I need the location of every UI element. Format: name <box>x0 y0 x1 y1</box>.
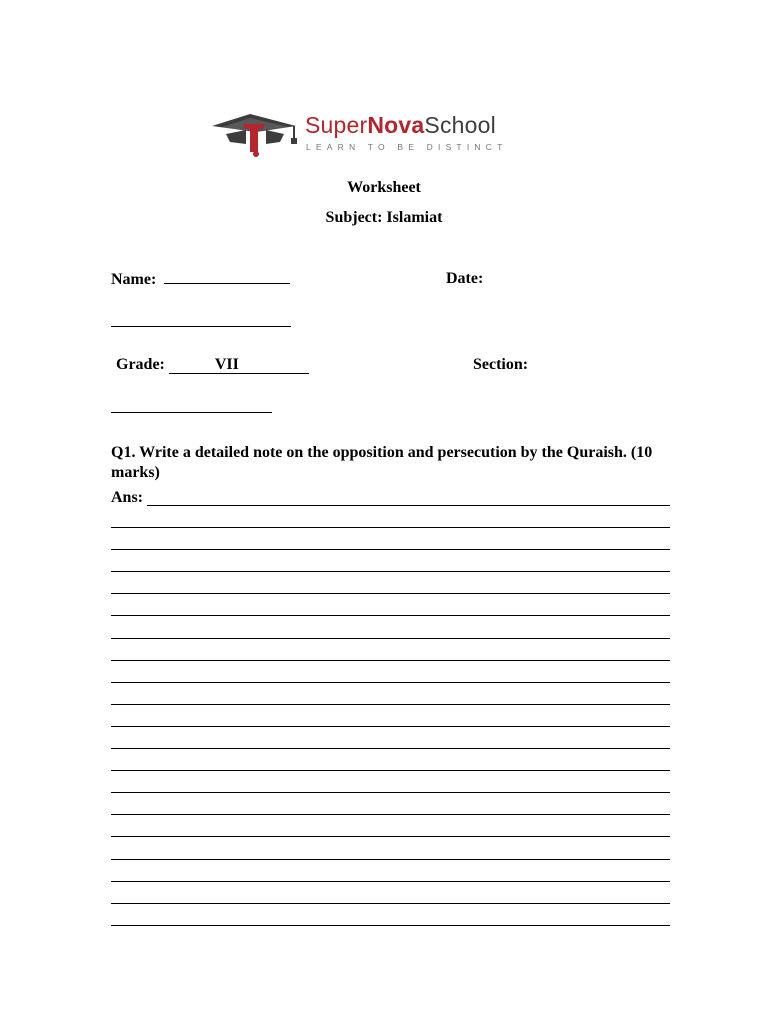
answer-line[interactable] <box>111 726 670 727</box>
section-field <box>473 357 528 373</box>
answer-line[interactable] <box>111 925 670 926</box>
grade-value: VII <box>169 357 309 374</box>
answer-line[interactable] <box>111 836 670 837</box>
question-1: Q1. Write a detailed note on the opposition and persecution by the Quraish. (10 marks) <box>111 444 653 481</box>
date-blank[interactable] <box>111 326 291 327</box>
grade-label: Grade: <box>116 356 165 373</box>
answer-line[interactable] <box>111 615 670 616</box>
worksheet-title: Worksheet <box>347 179 421 196</box>
date-field <box>446 271 483 287</box>
answer-line[interactable] <box>111 593 670 594</box>
name-blank[interactable] <box>164 271 290 284</box>
section-label: Section: <box>473 356 529 373</box>
subject-heading: Subject: Islamiat <box>325 209 443 226</box>
answer-line[interactable] <box>111 660 670 661</box>
answer-line[interactable] <box>111 859 670 860</box>
answer-label: Ans: <box>111 489 144 506</box>
answer-line[interactable] <box>111 903 670 904</box>
school-logo <box>210 110 550 160</box>
graduation-cap-logo-icon <box>210 112 298 158</box>
answer-line[interactable] <box>111 549 670 550</box>
school-name: SuperNovaSchool <box>305 112 496 138</box>
answer-line[interactable] <box>111 527 670 528</box>
answer-line[interactable] <box>111 814 670 815</box>
grade-field <box>116 357 309 374</box>
school-tagline: LEARN TO BE DISTINCT <box>306 142 508 152</box>
answer-line[interactable] <box>111 748 670 749</box>
answer-line[interactable] <box>111 638 670 639</box>
answer-line[interactable] <box>111 770 670 771</box>
answer-line[interactable] <box>147 505 670 506</box>
answer-line[interactable] <box>111 792 670 793</box>
answer-line[interactable] <box>111 704 670 705</box>
section-blank[interactable] <box>111 412 272 413</box>
answer-line[interactable] <box>111 881 670 882</box>
name-label: Name: <box>111 271 157 288</box>
date-label: Date: <box>446 270 484 287</box>
answer-line[interactable] <box>111 571 670 572</box>
answer-line[interactable] <box>111 682 670 683</box>
name-field <box>111 271 290 288</box>
